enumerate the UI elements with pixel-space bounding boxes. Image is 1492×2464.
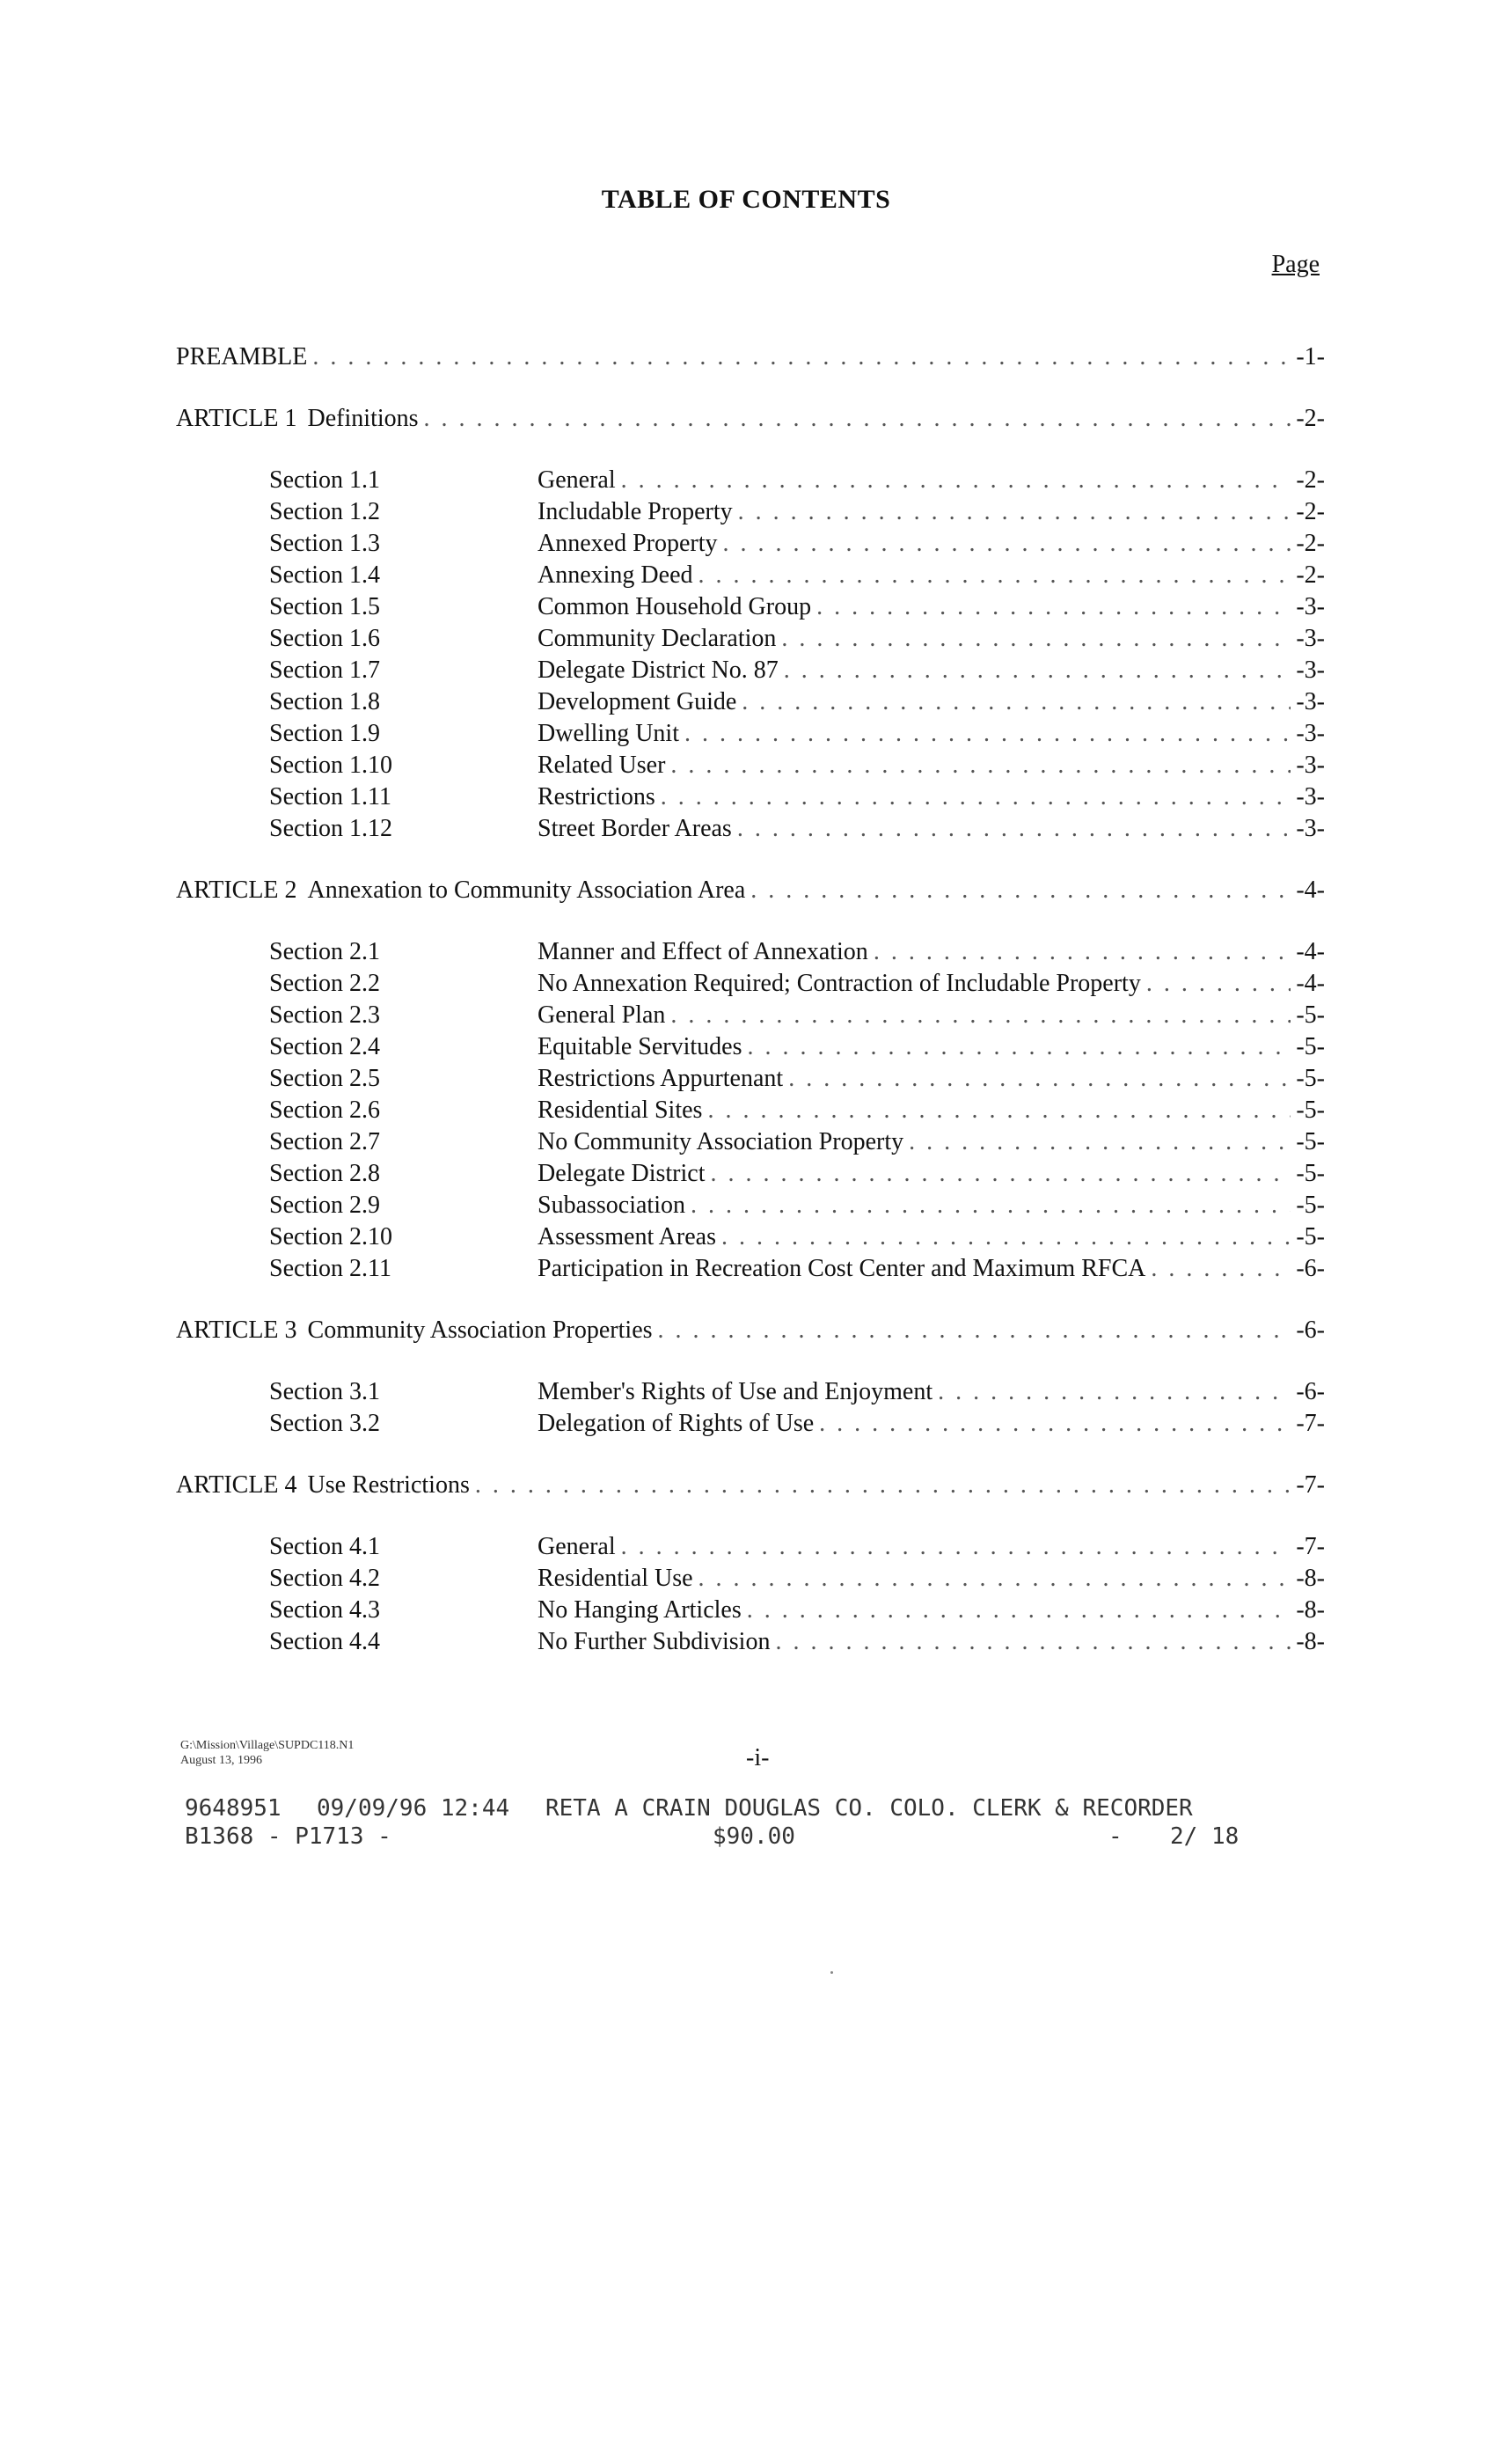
section-title: Assessment Areas (538, 1223, 716, 1250)
page-number: -3- (1296, 752, 1325, 779)
section-label: Section 1.11 (269, 783, 391, 810)
page-number: -2- (1296, 561, 1325, 589)
article-label: ARTICLE 3 (176, 1316, 297, 1344)
page-number: -2- (1296, 466, 1325, 494)
page-number: -7- (1296, 1410, 1325, 1437)
page-number: -2- (1296, 530, 1325, 557)
toc-section-row (176, 656, 1325, 688)
page-number: -3- (1296, 625, 1325, 652)
toc-article-row (176, 876, 1325, 908)
stamp-sheet: 2/ 18 (1170, 1823, 1240, 1850)
section-title: Subassociation (538, 1192, 685, 1219)
toc-section-row (176, 561, 1325, 593)
page-number: -3- (1296, 593, 1325, 620)
page-title: TABLE OF CONTENTS (601, 185, 891, 214)
section-title: Restrictions Appurtenant (538, 1065, 784, 1092)
section-title: No Annexation Required; Contraction of Includable Property (538, 970, 1141, 997)
toc-section-row (176, 688, 1325, 720)
section-label: Section 3.1 (269, 1378, 380, 1405)
page-number: -5- (1296, 1192, 1325, 1219)
section-label: Section 1.10 (269, 752, 392, 779)
dot-leader (742, 688, 1291, 716)
dot-leader (424, 405, 1291, 433)
dot-leader (721, 1223, 1291, 1251)
recording-stamp (185, 1795, 1293, 1852)
article-label: PREAMBLE (176, 343, 308, 370)
page-number: -3- (1296, 783, 1325, 810)
page-number: -8- (1296, 1565, 1325, 1592)
section-title: Equitable Servitudes (538, 1033, 742, 1060)
section-title: Member's Rights of Use and Enjoyment (538, 1378, 933, 1405)
toc-section-row (176, 466, 1325, 498)
toc-section-row (176, 720, 1325, 752)
page-number: -7- (1296, 1533, 1325, 1560)
page-number: -3- (1296, 720, 1325, 747)
dot-leader (698, 561, 1291, 590)
dot-leader (621, 466, 1291, 495)
toc-section-row (176, 1033, 1325, 1065)
section-label: Section 1.6 (269, 625, 380, 652)
dot-leader (723, 530, 1291, 558)
section-title: General Plan (538, 1001, 666, 1029)
section-title: Residential Use (538, 1565, 693, 1592)
page-number: -3- (1296, 656, 1325, 684)
dot-leader (909, 1128, 1291, 1156)
section-title: Residential Sites (538, 1096, 703, 1124)
page-number: -3- (1296, 815, 1325, 842)
dot-leader (670, 752, 1291, 780)
section-title: Annexing Deed (538, 561, 693, 589)
page-number: -6- (1296, 1255, 1325, 1282)
toc-section-row (176, 1192, 1325, 1223)
page-number: -8- (1296, 1628, 1325, 1655)
page-number: -3- (1296, 688, 1325, 715)
toc-section-row (176, 1065, 1325, 1096)
dot-leader (684, 720, 1291, 748)
dot-leader (698, 1565, 1291, 1593)
section-title: Delegate District No. 87 (538, 656, 779, 684)
toc-section-row (176, 970, 1325, 1001)
toc-section-row (176, 815, 1325, 847)
toc-section-row (176, 1410, 1325, 1441)
dot-leader (670, 1001, 1291, 1030)
section-label: Section 4.1 (269, 1533, 380, 1560)
article-title: Community Association Properties (307, 1316, 653, 1344)
section-label: Section 2.10 (269, 1223, 392, 1250)
section-title: Common Household Group (538, 593, 812, 620)
section-title: General (538, 1533, 616, 1560)
article-label: ARTICLE 1 (176, 405, 297, 432)
section-title: Manner and Effect of Annexation (538, 938, 868, 965)
section-label: Section 2.9 (269, 1192, 380, 1219)
article-label: ARTICLE 2 (176, 876, 297, 904)
footer-page-number: -i- (746, 1744, 770, 1771)
section-label: Section 1.3 (269, 530, 380, 557)
page-number: -8- (1296, 1596, 1325, 1624)
dot-leader (816, 593, 1291, 621)
section-label: Section 2.1 (269, 938, 380, 965)
section-title: Delegation of Rights of Use (538, 1410, 815, 1437)
page-column-header: Page (1271, 251, 1320, 278)
dot-leader (775, 1628, 1291, 1656)
dot-leader (819, 1410, 1291, 1438)
toc-section-row (176, 752, 1325, 783)
toc-section-row (176, 938, 1325, 970)
dot-leader (784, 656, 1291, 685)
dot-leader (475, 1471, 1291, 1500)
dot-leader (621, 1533, 1291, 1561)
toc-section-row (176, 1628, 1325, 1660)
toc-section-row (176, 1223, 1325, 1255)
dot-leader (661, 783, 1291, 811)
dot-leader (938, 1378, 1291, 1406)
section-title: General (538, 466, 616, 494)
footer-date: August 13, 1996 (180, 1754, 262, 1767)
toc-section-row (176, 1128, 1325, 1160)
section-title: Dwelling Unit (538, 720, 679, 747)
section-title: No Community Association Property (538, 1128, 904, 1155)
page-number: -4- (1296, 970, 1325, 997)
section-title: Participation in Recreation Cost Center and Maximum RFCA (538, 1255, 1146, 1282)
section-label: Section 2.5 (269, 1065, 380, 1092)
stamp-book-page: B1368 - P1713 - (185, 1823, 391, 1850)
dot-leader (710, 1160, 1291, 1188)
section-label: Section 1.4 (269, 561, 380, 589)
toc-section-row (176, 1255, 1325, 1287)
toc-section-row (176, 1596, 1325, 1628)
section-label: Section 4.2 (269, 1565, 380, 1592)
stamp-sheet-dash: - (1108, 1823, 1123, 1850)
section-label: Section 2.4 (269, 1033, 380, 1060)
dot-leader (874, 938, 1291, 966)
article-title: Definitions (307, 405, 419, 432)
article-title: Use Restrictions (307, 1471, 470, 1499)
toc-section-row (176, 1001, 1325, 1033)
scan-speck (830, 1971, 833, 1974)
page-number: -4- (1296, 876, 1325, 904)
dot-leader (1151, 1255, 1291, 1283)
section-label: Section 1.2 (269, 498, 380, 525)
page-number: -5- (1296, 1223, 1325, 1250)
toc-article-row (176, 343, 1325, 375)
page-number: -7- (1296, 1471, 1325, 1499)
section-label: Section 1.7 (269, 656, 380, 684)
toc-section-row (176, 1160, 1325, 1192)
footer-file-info (180, 1738, 354, 1768)
page-number: -5- (1296, 1160, 1325, 1187)
stamp-recorder: RETA A CRAIN DOUGLAS CO. COLO. CLERK & RECORDER (545, 1795, 1193, 1822)
section-label: Section 2.3 (269, 1001, 380, 1029)
dot-leader (312, 343, 1291, 371)
dot-leader (658, 1316, 1291, 1345)
footer-file-path: G:\Mission\Village\SUPDC118.N1 (180, 1739, 355, 1752)
dot-leader (747, 1596, 1291, 1624)
article-label: ARTICLE 4 (176, 1471, 297, 1499)
page-number: -6- (1296, 1378, 1325, 1405)
dot-leader (748, 1033, 1291, 1061)
section-title: Restrictions (538, 783, 655, 810)
toc-section-row (176, 625, 1325, 656)
dot-leader (738, 498, 1291, 526)
toc-section-row (176, 1533, 1325, 1565)
toc-section-row (176, 1565, 1325, 1596)
table-of-contents (176, 343, 1325, 1660)
section-label: Section 2.7 (269, 1128, 380, 1155)
dot-leader (750, 876, 1291, 905)
dot-leader (737, 815, 1291, 843)
section-title: Community Declaration (538, 625, 777, 652)
page-number: -5- (1296, 1033, 1325, 1060)
section-label: Section 4.3 (269, 1596, 380, 1624)
page-number: -5- (1296, 1001, 1325, 1029)
dot-leader (781, 625, 1291, 653)
section-label: Section 1.5 (269, 593, 380, 620)
section-title: Related User (538, 752, 666, 779)
section-title: No Further Subdivision (538, 1628, 771, 1655)
dot-leader (691, 1192, 1291, 1220)
article-title: Annexation to Community Association Area (307, 876, 746, 904)
page-number: -4- (1296, 938, 1325, 965)
toc-section-row (176, 530, 1325, 561)
dot-leader (1146, 970, 1291, 998)
section-title: Annexed Property (538, 530, 718, 557)
toc-section-row (176, 593, 1325, 625)
page-number: -2- (1296, 498, 1325, 525)
section-label: Section 3.2 (269, 1410, 380, 1437)
toc-section-row (176, 1378, 1325, 1410)
toc-section-row (176, 1096, 1325, 1128)
dot-leader (707, 1096, 1291, 1125)
stamp-reception-number: 9648951 (185, 1795, 282, 1822)
section-label: Section 1.1 (269, 466, 380, 494)
page-number: -2- (1296, 405, 1325, 432)
section-label: Section 2.8 (269, 1160, 380, 1187)
section-title: No Hanging Articles (538, 1596, 742, 1624)
section-label: Section 1.12 (269, 815, 392, 842)
toc-section-row (176, 498, 1325, 530)
section-title: Delegate District (538, 1160, 706, 1187)
section-label: Section 2.6 (269, 1096, 380, 1124)
dot-leader (788, 1065, 1291, 1093)
page-number: -5- (1296, 1128, 1325, 1155)
stamp-fee: $90.00 (713, 1823, 795, 1850)
section-label: Section 1.9 (269, 720, 380, 747)
page-number: -6- (1296, 1316, 1325, 1344)
section-title: Street Border Areas (538, 815, 732, 842)
stamp-datetime: 09/09/96 12:44 (317, 1795, 510, 1822)
page-number: -1- (1296, 343, 1325, 370)
page-number: -5- (1296, 1065, 1325, 1092)
section-label: Section 4.4 (269, 1628, 380, 1655)
toc-section-row (176, 783, 1325, 815)
toc-article-row (176, 1316, 1325, 1348)
toc-article-row (176, 1471, 1325, 1503)
section-label: Section 2.11 (269, 1255, 391, 1282)
page-number: -5- (1296, 1096, 1325, 1124)
section-title: Development Guide (538, 688, 737, 715)
section-label: Section 2.2 (269, 970, 380, 997)
section-label: Section 1.8 (269, 688, 380, 715)
section-title: Includable Property (538, 498, 733, 525)
toc-article-row (176, 405, 1325, 436)
